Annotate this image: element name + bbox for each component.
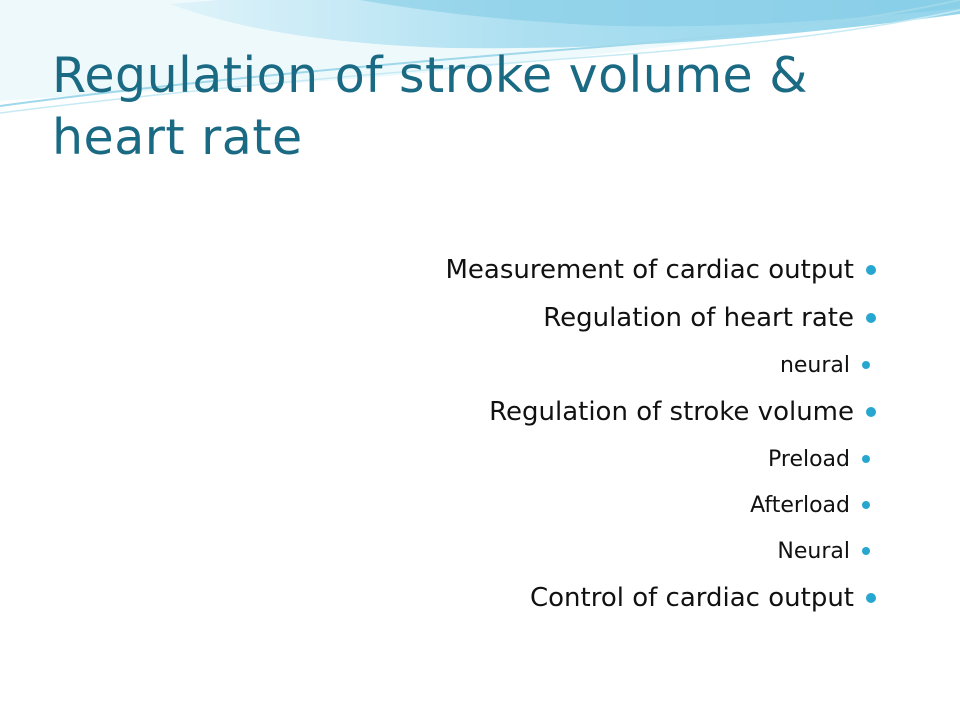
bullet-dot-icon bbox=[866, 313, 876, 323]
bullet-item bbox=[445, 388, 876, 436]
bullet-dot-icon bbox=[866, 265, 876, 275]
sub-bullet-item bbox=[445, 436, 876, 482]
bullet-text: Control of cardiac output bbox=[529, 583, 854, 613]
bullet-dot-icon bbox=[862, 455, 870, 463]
bullet-list bbox=[445, 246, 876, 622]
bullet-text: Preload bbox=[768, 446, 850, 472]
bullet-dot-icon bbox=[862, 501, 870, 509]
sub-bullet-item bbox=[445, 482, 876, 528]
bullet-item bbox=[445, 294, 876, 342]
bullet-dot-icon bbox=[862, 361, 870, 369]
sub-bullet-item bbox=[445, 528, 876, 574]
sub-bullet-item bbox=[445, 342, 876, 388]
bullet-text: Regulation of stroke volume bbox=[489, 397, 854, 427]
bullet-text: Measurement of cardiac output bbox=[445, 255, 854, 285]
bullet-text: Regulation of heart rate bbox=[543, 303, 854, 333]
bullet-text: neural bbox=[779, 352, 850, 378]
bullet-dot-icon bbox=[866, 593, 876, 603]
bullet-dot-icon bbox=[866, 407, 876, 417]
bullet-item bbox=[445, 574, 876, 622]
bullet-text: Afterload bbox=[750, 492, 850, 518]
bullet-item bbox=[445, 246, 876, 294]
slide-title: Regulation of stroke volume & heart rate bbox=[52, 47, 808, 166]
bullet-dot-icon bbox=[862, 547, 870, 555]
bullet-text: Neural bbox=[777, 538, 850, 564]
